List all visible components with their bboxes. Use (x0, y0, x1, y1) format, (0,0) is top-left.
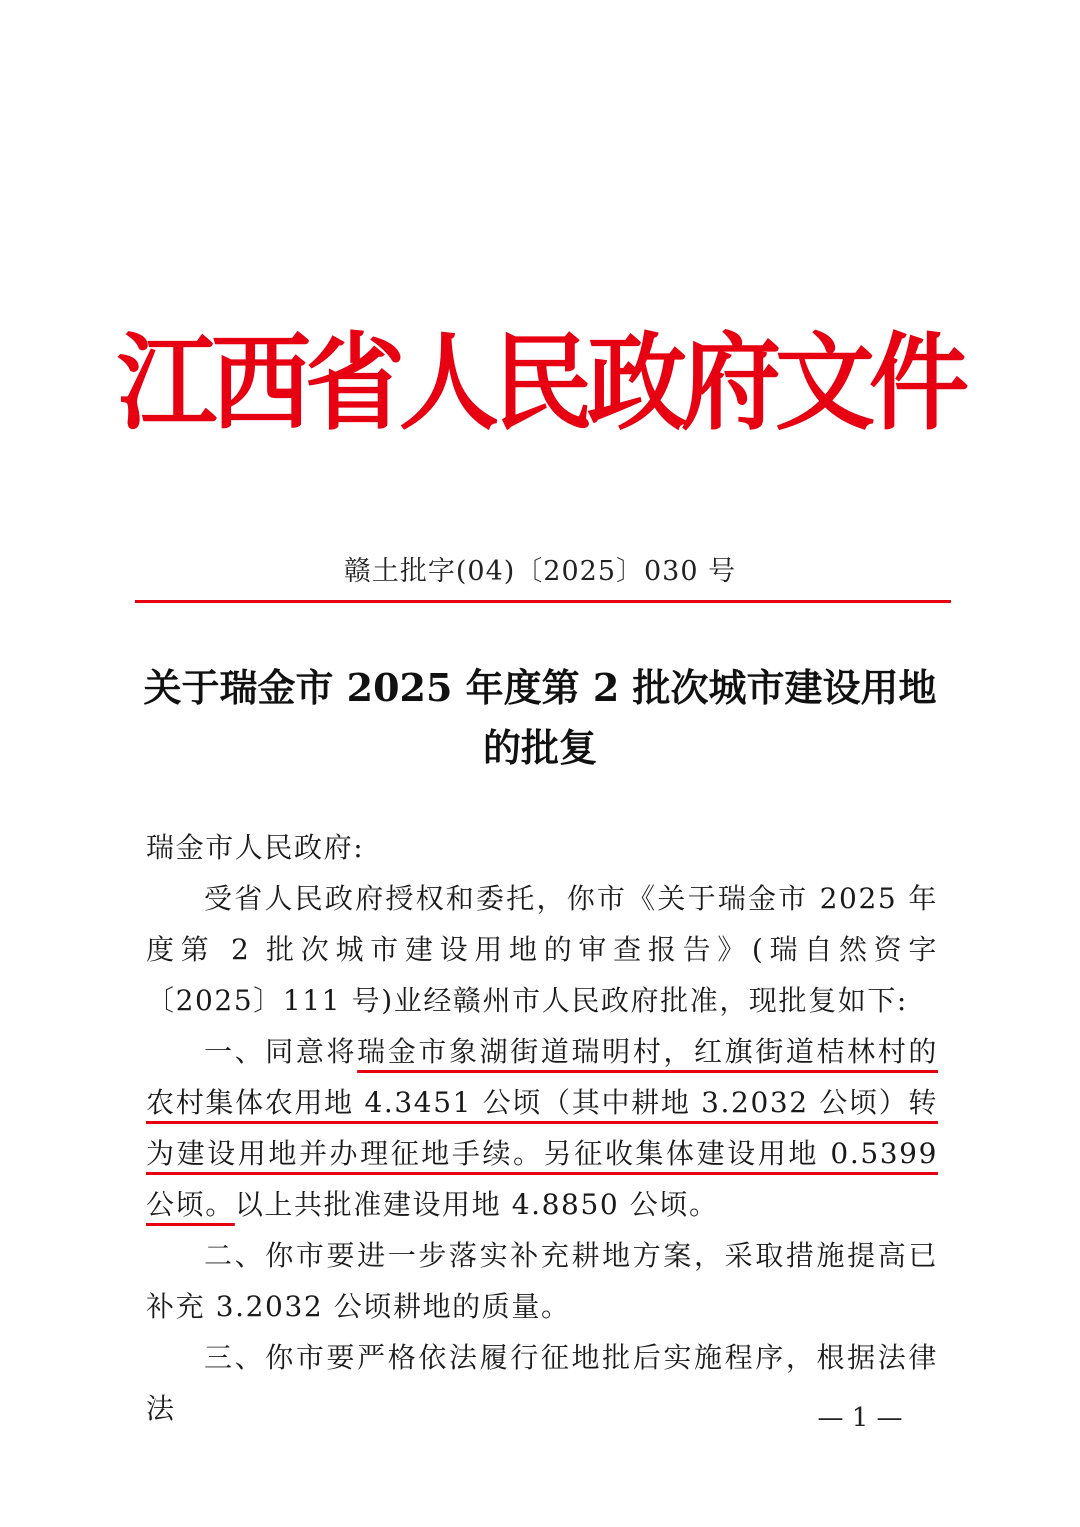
paragraph-item-1 (146, 1026, 938, 1230)
paragraph-item-1-prefix: 一、同意将 (204, 1035, 358, 1068)
masthead-title: 江西省人民政府文件 (117, 321, 963, 445)
document-title-line-2: 的批复 (482, 725, 597, 770)
paragraph-item-2: 二、你市要进一步落实补充耕地方案，采取措施提高已补充 3.2032 公顷耕地的质量。 (146, 1239, 938, 1323)
document-title-line-1: 关于瑞金市 2025 年度第 2 批次城市建设用地 (143, 665, 937, 710)
document-number: 赣土批字(04)〔2025〕030 号 (343, 556, 737, 587)
paragraph-item-3: 三、你市要严格依法履行征地批后实施程序，根据法律法 (146, 1341, 938, 1425)
paragraph-item-1-suffix: 以上共批准建设用地 4.8850 公顷。 (234, 1188, 719, 1221)
page-number: — 1 — (817, 1403, 903, 1433)
paragraph-intro: 受省人民政府授权和委托，你市《关于瑞金市 2025 年度第 2 批次城市建设用地的审查报告》(瑞自然资字〔2025〕111 号)业经赣州市人民政府批准，现批复如下: (146, 882, 938, 1017)
document-title (120, 658, 960, 778)
underlined-approval-text: 瑞金市象湖街道瑞明村，红旗街道桔林村的农村集体农用地 4.3451 公顷（其中耕地 3.2032 公顷）转为建设用地并办理征地手续。另征收集体建设用地 0.5399 公顷。 (146, 1035, 938, 1221)
red-divider-line (135, 600, 951, 603)
addressee: 瑞金市人民政府: (146, 831, 365, 864)
document-body (146, 822, 938, 1434)
